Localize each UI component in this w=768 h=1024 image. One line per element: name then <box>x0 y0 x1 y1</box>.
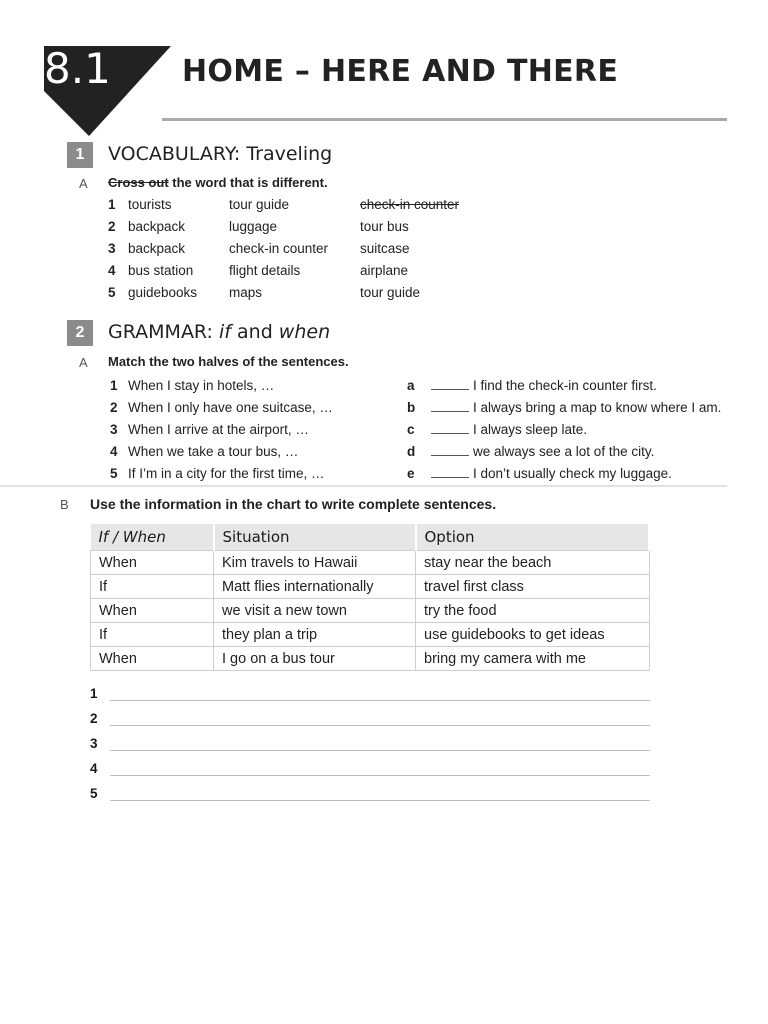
section-2-exercise-a-instruction: Match the two halves of the sentences. <box>108 354 349 369</box>
chart-row <box>91 551 650 575</box>
vocab-word: check-in counter <box>229 241 329 256</box>
ending-letter: e <box>407 466 415 481</box>
chart-cell: stay near the beach <box>416 551 650 575</box>
vocab-word: flight details <box>229 263 301 278</box>
vocab-row <box>108 238 548 260</box>
answer-line[interactable] <box>110 700 650 701</box>
ending-text: I find the check-in counter first. <box>473 378 657 393</box>
answer-line-number: 3 <box>90 736 98 751</box>
vocab-row-number: 2 <box>108 219 116 234</box>
chart-cell: Matt flies internationally <box>214 575 416 599</box>
answer-blank[interactable] <box>431 441 469 456</box>
instruction-struck-text: Cross out <box>108 175 169 190</box>
ending-letter: c <box>407 422 415 437</box>
section-2-title-prefix: GRAMMAR: <box>108 321 219 343</box>
vocab-row <box>108 260 548 282</box>
section-2-exercise-a-letter: A <box>79 355 88 370</box>
chart-cell: I go on a bus tour <box>214 647 416 671</box>
answer-line-number: 1 <box>90 686 98 701</box>
section-2-title-and: and <box>230 321 279 343</box>
chart-cell: If <box>91 623 214 647</box>
answer-line-row <box>90 711 650 729</box>
section-2-exercise-b-instruction: Use the information in the chart to write complete sentences. <box>90 496 497 512</box>
answer-line-number: 4 <box>90 761 98 776</box>
section-1-title: VOCABULARY: Traveling <box>108 143 333 165</box>
chart-cell: When <box>91 551 214 575</box>
vocab-word: maps <box>229 285 263 300</box>
sentence-number: 3 <box>110 422 118 437</box>
sentence-beginning <box>110 441 400 463</box>
answer-line-number: 5 <box>90 786 98 801</box>
instruction-rest-text: the word that is different. <box>168 175 328 190</box>
chart-row <box>91 575 650 599</box>
chart-row <box>91 623 650 647</box>
vocab-word: suitcase <box>360 241 410 256</box>
vocab-row-number: 5 <box>108 285 116 300</box>
sentence-beginning <box>110 397 400 419</box>
vocab-row <box>108 282 548 304</box>
sentence-text: If I’m in a city for the first time, … <box>128 466 325 481</box>
sentence-endings <box>407 375 737 485</box>
vocab-word: backpack <box>128 219 186 234</box>
vocab-word: tour bus <box>360 219 409 234</box>
vocab-word: luggage <box>229 219 278 234</box>
ending-text: I don’t usually check my luggage. <box>473 466 672 481</box>
sentence-text: When I arrive at the airport, … <box>128 422 309 437</box>
chart-cell: use guidebooks to get ideas <box>416 623 650 647</box>
sentence-ending <box>407 397 737 419</box>
section-1-number: 1 <box>67 142 93 168</box>
vocab-list <box>108 194 548 304</box>
sentence-beginning <box>110 463 400 485</box>
sentence-number: 5 <box>110 466 118 481</box>
if-when-chart <box>90 524 650 671</box>
vocab-word: tour guide <box>360 285 421 300</box>
ending-text: I always sleep late. <box>473 422 588 437</box>
sentence-ending <box>407 463 737 485</box>
answer-line-row <box>90 761 650 779</box>
chart-cell: try the food <box>416 599 650 623</box>
sentence-text: When I stay in hotels, … <box>128 378 275 393</box>
answer-line[interactable] <box>110 775 650 776</box>
sentence-beginning <box>110 419 400 441</box>
sentence-ending <box>407 419 737 441</box>
chart-row <box>91 599 650 623</box>
vocab-word: airplane <box>360 263 409 278</box>
vocab-row <box>108 194 548 216</box>
vocab-row-number: 4 <box>108 263 116 278</box>
section-2-title-when: when <box>278 321 331 343</box>
answer-blank[interactable] <box>431 463 469 478</box>
ending-letter: d <box>407 444 416 459</box>
section-2-number: 2 <box>67 320 93 346</box>
chart-header: Option <box>416 524 650 551</box>
chart-cell: bring my camera with me <box>416 647 650 671</box>
sentence-ending <box>407 441 737 463</box>
chart-cell: we visit a new town <box>214 599 416 623</box>
answer-blank[interactable] <box>431 375 469 390</box>
unit-number: 8.1 <box>44 44 111 93</box>
vocab-row <box>108 216 548 238</box>
ending-text: we always see a lot of the city. <box>473 444 655 459</box>
chart-cell: they plan a trip <box>214 623 416 647</box>
section-1-exercise-a-instruction <box>108 175 328 190</box>
unit-title: HOME – HERE AND THERE <box>182 54 619 89</box>
vocab-word: tourists <box>128 197 172 212</box>
answer-line[interactable] <box>110 750 650 751</box>
section-2-exercise-b-letter: B <box>60 497 69 512</box>
sentence-beginning <box>110 375 400 397</box>
sentence-beginnings <box>110 375 400 485</box>
vocab-word: bus station <box>128 263 194 278</box>
title-rule <box>162 118 727 121</box>
ending-text: I always bring a map to know where I am. <box>473 400 722 415</box>
chart-cell: When <box>91 647 214 671</box>
section-2-title-if: if <box>219 321 231 343</box>
chart-header-row <box>91 524 650 551</box>
answer-line[interactable] <box>110 725 650 726</box>
chart-header: Situation <box>214 524 416 551</box>
vocab-word: guidebooks <box>128 285 198 300</box>
vocab-row-number: 3 <box>108 241 116 256</box>
vocab-word-crossed-out: check-in counter <box>360 197 460 212</box>
chart-cell: If <box>91 575 214 599</box>
page-divider <box>0 485 727 487</box>
answer-blank[interactable] <box>431 397 469 412</box>
chart-cell: When <box>91 599 214 623</box>
answer-line-row <box>90 736 650 754</box>
vocab-row-number: 1 <box>108 197 116 212</box>
answer-blank[interactable] <box>431 419 469 434</box>
sentence-text: When I only have one suitcase, … <box>128 400 333 415</box>
section-1-exercise-a-letter: A <box>79 176 88 191</box>
ending-letter: a <box>407 378 415 393</box>
sentence-text: When we take a tour bus, … <box>128 444 299 459</box>
answer-line-row <box>90 786 650 804</box>
chart-row <box>91 647 650 671</box>
sentence-number: 2 <box>110 400 118 415</box>
sentence-number: 4 <box>110 444 118 459</box>
chart-cell: travel first class <box>416 575 650 599</box>
vocab-word: backpack <box>128 241 186 256</box>
vocab-word: tour guide <box>229 197 290 212</box>
sentence-number: 1 <box>110 378 118 393</box>
chart-cell: Kim travels to Hawaii <box>214 551 416 575</box>
answer-line[interactable] <box>110 800 650 801</box>
answer-line-number: 2 <box>90 711 98 726</box>
answer-line-row <box>90 686 650 704</box>
section-2-title <box>108 321 330 343</box>
ending-letter: b <box>407 400 416 415</box>
chart-header: If / When <box>91 524 214 551</box>
sentence-ending <box>407 375 737 397</box>
